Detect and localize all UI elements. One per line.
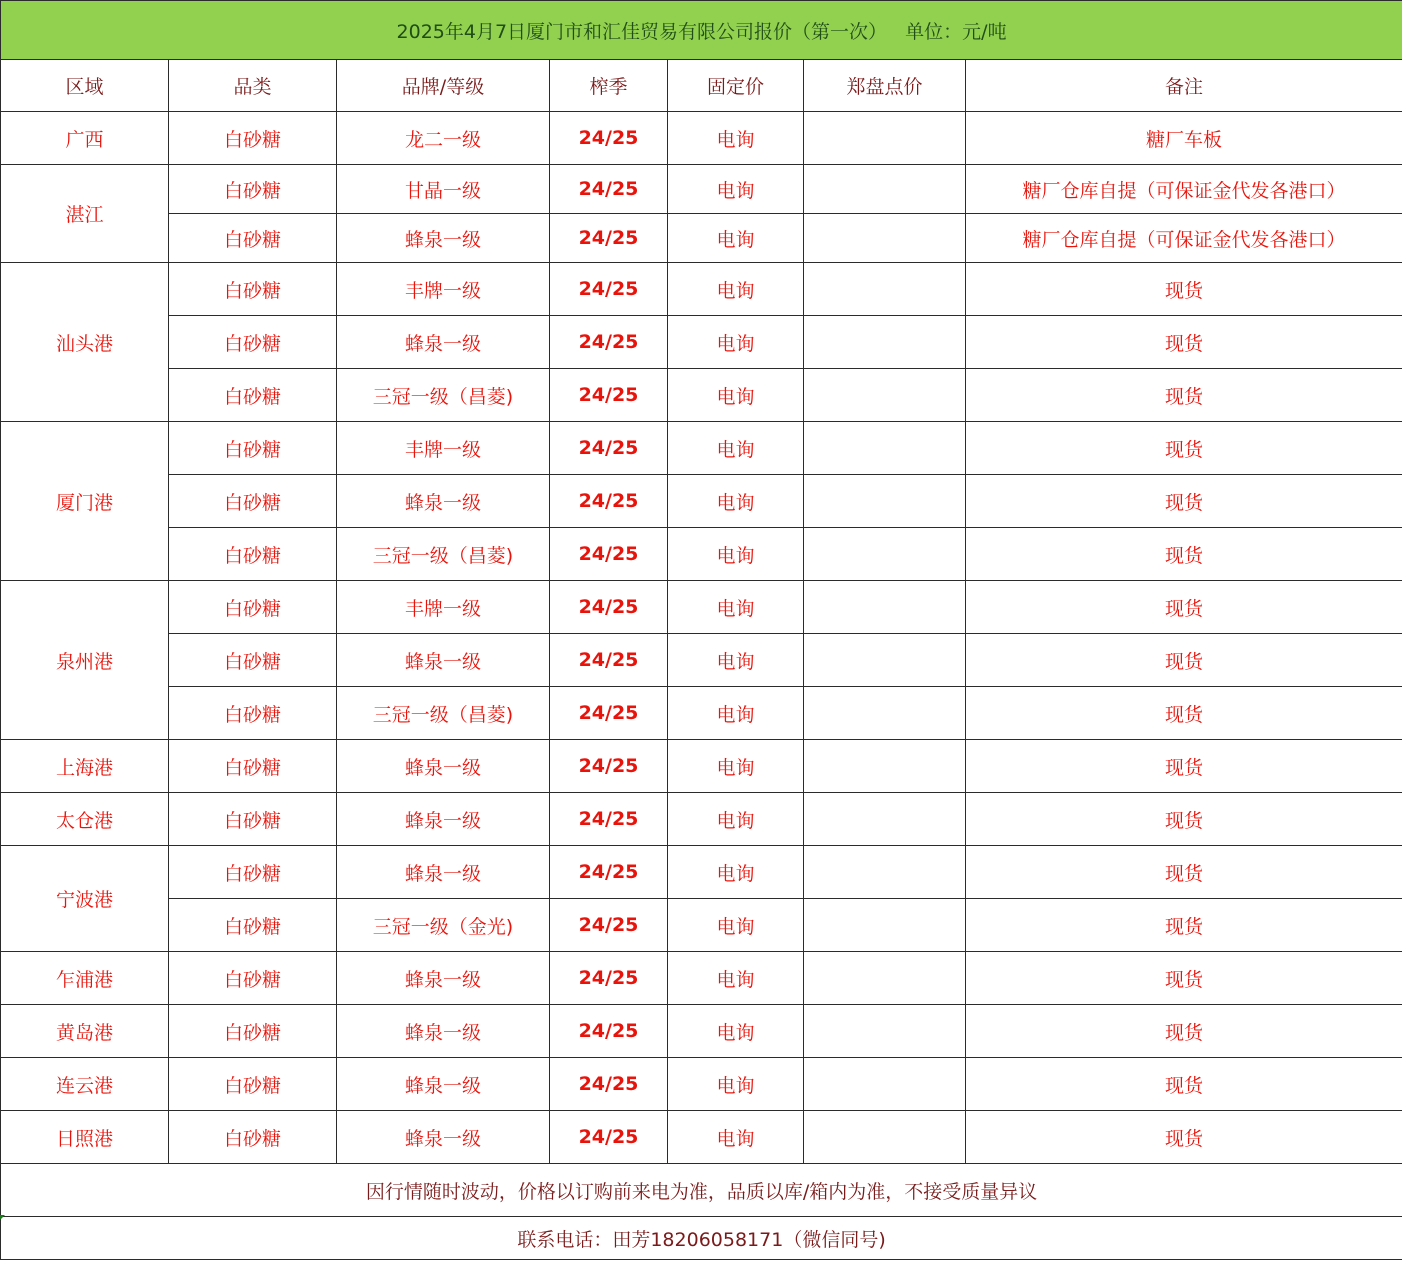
- season-cell: 24/25: [550, 581, 668, 634]
- brand-grade-cell: 丰牌一级: [337, 422, 550, 475]
- fixed-price-cell: 电询: [668, 528, 804, 581]
- category-cell: 白砂糖: [169, 793, 337, 846]
- brand-grade-cell: 蜂泉一级: [337, 1058, 550, 1111]
- header-season: 榨季: [550, 60, 668, 112]
- fixed-price-cell: 电询: [668, 687, 804, 740]
- brand-grade-cell: 蜂泉一级: [337, 846, 550, 899]
- remark-cell: 现货: [966, 1058, 1402, 1111]
- brand-grade-cell: 蜂泉一级: [337, 1005, 550, 1058]
- season-cell: 24/25: [550, 165, 668, 214]
- category-cell: 白砂糖: [169, 112, 337, 165]
- table-row: [1, 687, 1402, 740]
- table-row: [1, 793, 1402, 846]
- remark-cell: 现货: [966, 1005, 1402, 1058]
- season-cell: 24/25: [550, 1111, 668, 1164]
- fixed-price-cell: 电询: [668, 422, 804, 475]
- region-cell: 太仓港: [1, 793, 169, 846]
- region-cell: 日照港: [1, 1111, 169, 1164]
- season-cell: 24/25: [550, 112, 668, 165]
- category-cell: 白砂糖: [169, 263, 337, 316]
- brand-grade-cell: 龙二一级: [337, 112, 550, 165]
- brand-grade-cell: 蜂泉一级: [337, 952, 550, 1005]
- header-brand-grade: 品牌/等级: [337, 60, 550, 112]
- category-cell: 白砂糖: [169, 581, 337, 634]
- region-cell: 乍浦港: [1, 952, 169, 1005]
- fixed-price-cell: 电询: [668, 899, 804, 952]
- brand-grade-cell: 丰牌一级: [337, 263, 550, 316]
- remark-cell: 现货: [966, 846, 1402, 899]
- futures-basis-cell: [804, 846, 966, 899]
- brand-grade-cell: 三冠一级（金光): [337, 899, 550, 952]
- fixed-price-cell: 电询: [668, 634, 804, 687]
- futures-basis-cell: [804, 316, 966, 369]
- fixed-price-cell: 电询: [668, 793, 804, 846]
- brand-grade-cell: 三冠一级（昌菱): [337, 687, 550, 740]
- season-cell: 24/25: [550, 952, 668, 1005]
- category-cell: 白砂糖: [169, 740, 337, 793]
- remark-cell: 现货: [966, 687, 1402, 740]
- remark-cell: 现货: [966, 634, 1402, 687]
- fixed-price-cell: 电询: [668, 740, 804, 793]
- season-cell: 24/25: [550, 846, 668, 899]
- table-row: [1, 740, 1402, 793]
- remark-cell: 现货: [966, 793, 1402, 846]
- region-cell: 厦门港: [1, 422, 169, 581]
- remark-cell: 糖厂仓库自提（可保证金代发各港口）: [966, 165, 1402, 214]
- futures-basis-cell: [804, 1111, 966, 1164]
- category-cell: 白砂糖: [169, 165, 337, 214]
- table-row: [1, 952, 1402, 1005]
- header-region: 区域: [1, 60, 169, 112]
- table-row: [1, 1111, 1402, 1164]
- fixed-price-cell: 电询: [668, 846, 804, 899]
- fixed-price-cell: 电询: [668, 581, 804, 634]
- brand-grade-cell: 蜂泉一级: [337, 316, 550, 369]
- futures-basis-cell: [804, 214, 966, 263]
- category-cell: 白砂糖: [169, 634, 337, 687]
- brand-grade-cell: 蜂泉一级: [337, 1111, 550, 1164]
- header-row: [1, 60, 1402, 112]
- season-cell: 24/25: [550, 793, 668, 846]
- futures-basis-cell: [804, 1058, 966, 1111]
- futures-basis-cell: [804, 112, 966, 165]
- remark-cell: 现货: [966, 1111, 1402, 1164]
- category-cell: 白砂糖: [169, 214, 337, 263]
- table-row: [1, 581, 1402, 634]
- season-cell: 24/25: [550, 369, 668, 422]
- category-cell: 白砂糖: [169, 846, 337, 899]
- category-cell: 白砂糖: [169, 528, 337, 581]
- fixed-price-cell: 电询: [668, 475, 804, 528]
- category-cell: 白砂糖: [169, 1058, 337, 1111]
- quote-title: 2025年4月7日厦门市和汇佳贸易有限公司报价（第一次） 单位：元/吨: [1, 1, 1402, 60]
- region-cell: 黄岛港: [1, 1005, 169, 1058]
- category-cell: 白砂糖: [169, 316, 337, 369]
- category-cell: 白砂糖: [169, 952, 337, 1005]
- table-row: [1, 1058, 1402, 1111]
- season-cell: 24/25: [550, 1005, 668, 1058]
- contact-row: [1, 1217, 1402, 1260]
- remark-cell: 现货: [966, 740, 1402, 793]
- futures-basis-cell: [804, 687, 966, 740]
- fixed-price-cell: 电询: [668, 214, 804, 263]
- table-row: [1, 846, 1402, 899]
- season-cell: 24/25: [550, 1058, 668, 1111]
- fixed-price-cell: 电询: [668, 165, 804, 214]
- futures-basis-cell: [804, 528, 966, 581]
- region-cell: 宁波港: [1, 846, 169, 952]
- fixed-price-cell: 电询: [668, 263, 804, 316]
- notice-text: 因行情随时波动，价格以订购前来电为准，品质以库/箱内为准，不接受质量异议: [1, 1164, 1402, 1217]
- season-cell: 24/25: [550, 528, 668, 581]
- table-row: [1, 369, 1402, 422]
- futures-basis-cell: [804, 793, 966, 846]
- remark-cell: 现货: [966, 369, 1402, 422]
- remark-cell: 现货: [966, 422, 1402, 475]
- futures-basis-cell: [804, 581, 966, 634]
- futures-basis-cell: [804, 263, 966, 316]
- brand-grade-cell: 蜂泉一级: [337, 475, 550, 528]
- category-cell: 白砂糖: [169, 687, 337, 740]
- category-cell: 白砂糖: [169, 475, 337, 528]
- table-row: [1, 899, 1402, 952]
- remark-cell: 糖厂仓库自提（可保证金代发各港口）: [966, 214, 1402, 263]
- futures-basis-cell: [804, 740, 966, 793]
- region-cell: 广西: [1, 112, 169, 165]
- remark-cell: 现货: [966, 528, 1402, 581]
- futures-basis-cell: [804, 952, 966, 1005]
- header-remark: 备注: [966, 60, 1402, 112]
- region-cell: 湛江: [1, 165, 169, 263]
- category-cell: 白砂糖: [169, 422, 337, 475]
- futures-basis-cell: [804, 899, 966, 952]
- table-row: [1, 165, 1402, 214]
- title-row: [1, 1, 1402, 60]
- quote-body: [1, 112, 1402, 1164]
- futures-basis-cell: [804, 422, 966, 475]
- table-row: [1, 475, 1402, 528]
- futures-basis-cell: [804, 475, 966, 528]
- brand-grade-cell: 丰牌一级: [337, 581, 550, 634]
- region-cell: 上海港: [1, 740, 169, 793]
- remark-cell: 现货: [966, 316, 1402, 369]
- season-cell: 24/25: [550, 263, 668, 316]
- table-row: [1, 214, 1402, 263]
- brand-grade-cell: 三冠一级（昌菱): [337, 528, 550, 581]
- brand-grade-cell: 蜂泉一级: [337, 634, 550, 687]
- season-cell: 24/25: [550, 899, 668, 952]
- remark-cell: 糖厂车板: [966, 112, 1402, 165]
- fixed-price-cell: 电询: [668, 316, 804, 369]
- season-cell: 24/25: [550, 687, 668, 740]
- cell-corner-marker: [0, 1215, 5, 1220]
- brand-grade-cell: 三冠一级（昌菱): [337, 369, 550, 422]
- table-row: [1, 528, 1402, 581]
- fixed-price-cell: 电询: [668, 112, 804, 165]
- table-row: [1, 1005, 1402, 1058]
- header-futures-basis: 郑盘点价: [804, 60, 966, 112]
- fixed-price-cell: 电询: [668, 1058, 804, 1111]
- category-cell: 白砂糖: [169, 899, 337, 952]
- remark-cell: 现货: [966, 263, 1402, 316]
- category-cell: 白砂糖: [169, 1005, 337, 1058]
- fixed-price-cell: 电询: [668, 1111, 804, 1164]
- season-cell: 24/25: [550, 316, 668, 369]
- futures-basis-cell: [804, 634, 966, 687]
- brand-grade-cell: 蜂泉一级: [337, 214, 550, 263]
- table-row: [1, 316, 1402, 369]
- category-cell: 白砂糖: [169, 369, 337, 422]
- season-cell: 24/25: [550, 214, 668, 263]
- season-cell: 24/25: [550, 740, 668, 793]
- futures-basis-cell: [804, 369, 966, 422]
- remark-cell: 现货: [966, 581, 1402, 634]
- table-row: [1, 422, 1402, 475]
- region-cell: 汕头港: [1, 263, 169, 422]
- notice-row: [1, 1164, 1402, 1217]
- remark-cell: 现货: [966, 475, 1402, 528]
- fixed-price-cell: 电询: [668, 952, 804, 1005]
- brand-grade-cell: 蜂泉一级: [337, 793, 550, 846]
- fixed-price-cell: 电询: [668, 369, 804, 422]
- header-category: 品类: [169, 60, 337, 112]
- region-cell: 泉州港: [1, 581, 169, 740]
- futures-basis-cell: [804, 1005, 966, 1058]
- brand-grade-cell: 甘晶一级: [337, 165, 550, 214]
- remark-cell: 现货: [966, 899, 1402, 952]
- season-cell: 24/25: [550, 422, 668, 475]
- region-cell: 连云港: [1, 1058, 169, 1111]
- category-cell: 白砂糖: [169, 1111, 337, 1164]
- table-row: [1, 263, 1402, 316]
- fixed-price-cell: 电询: [668, 1005, 804, 1058]
- season-cell: 24/25: [550, 634, 668, 687]
- brand-grade-cell: 蜂泉一级: [337, 740, 550, 793]
- header-fixed-price: 固定价: [668, 60, 804, 112]
- table-row: [1, 634, 1402, 687]
- table-row: [1, 112, 1402, 165]
- futures-basis-cell: [804, 165, 966, 214]
- contact-text: 联系电话：田芳18206058171（微信同号): [1, 1217, 1402, 1260]
- season-cell: 24/25: [550, 475, 668, 528]
- remark-cell: 现货: [966, 952, 1402, 1005]
